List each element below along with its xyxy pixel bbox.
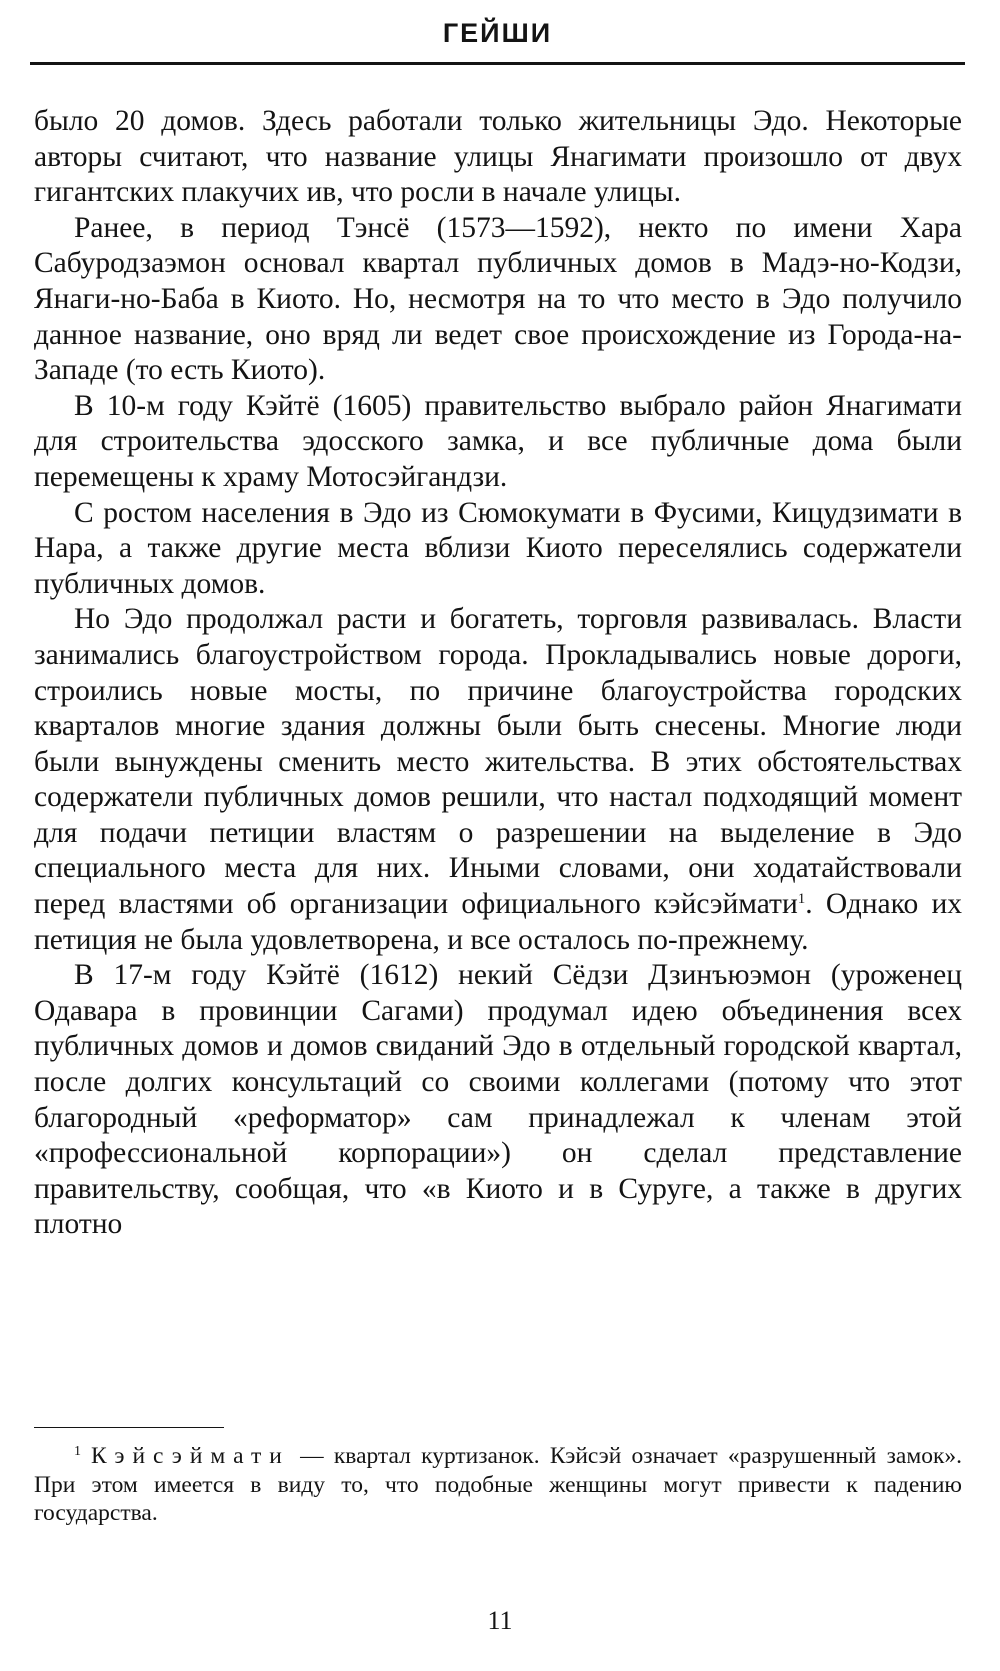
footnote-marker: 1 — [74, 1444, 81, 1459]
footnote-reference: 1 — [797, 891, 806, 908]
body-text — [34, 104, 962, 1243]
header-rule — [30, 62, 965, 65]
paragraph: В 17-м году Кэйтё (1612) некий Сёдзи Дзинъюэмон (уроженец Одавара в провинции Сагами) продумал идею объединения всех публичных домов и домов свиданий Эдо в отдельный городской квартал, после долгих консультаций со своими коллегами (потому что этот благородный «реформатор» сам принадлежал к членам этой «профессиональной корпорации») он сделал представление правительству, сообщая, что «в Киото и в Суруге, а также в других плотно — [34, 959, 962, 1241]
paragraph: Ранее, в период Тэнсё (1573—1592), некто по имени Хара Сабуродзаэмон основал квартал публичных домов в Мадэ-но-Кодзи, Янаги-но-Баба в Киото. Но, несмотря на то что место в Эдо получило данное название, оно вряд ли ведет свое происхождение из Города-на-Западе (то есть Киото). — [34, 211, 962, 387]
running-header: ГЕЙШИ — [442, 18, 553, 48]
footnote-text: — квартал куртизанок. Кэйсэй означает «разрушенный замок». При этом имеется в виду то, что подобные женщины могут привести к падению государства. — [34, 1443, 962, 1526]
paragraph-text: Но Эдо продолжал расти и богатеть, торговля развивалась. Власти занимались благоустройством города. Прокладывались новые дороги, строились новые мосты, по причине благоустройства городских кварталов многие здания должны были быть снесены. Многие люди были вынуждены сменить место жительства. В этих обстоятельствах содержатели публичных домов решили, что настал подходящий момент для подачи петиции властям о разрешении на выделение в Эдо специального места для них. Иными словами, они ходатайствовали перед властями об организации официального кэйсэймати — [34, 603, 962, 921]
footnote-rule — [34, 1427, 224, 1428]
paragraph — [34, 602, 962, 958]
paragraph: было 20 домов. Здесь работали только жительницы Эдо. Некоторые авторы считают, что название улицы Янагимати произошло от двух гигантских плакучих ив, что росли в начале улицы. — [34, 105, 962, 209]
footnote-term: Кэйсэймати — [91, 1443, 290, 1469]
paragraph: В 10-м году Кэйтё (1605) правительство выбрало район Янагимати для строительства эдосского замка, и все публичные дома были перемещены к храму Мотосэйгандзи. — [34, 389, 962, 493]
footnote — [34, 1442, 962, 1528]
page-number: 11 — [487, 1606, 513, 1635]
paragraph: С ростом населения в Эдо из Сюмокумати в Фусими, Кицудзимати в Нара, а также другие места вблизи Киото переселялись содержатели публичных домов. — [34, 496, 962, 600]
paragraph-text-tail: . Однако их петиция не была удовлетворена, и все осталось по-прежнему. — [34, 888, 962, 956]
